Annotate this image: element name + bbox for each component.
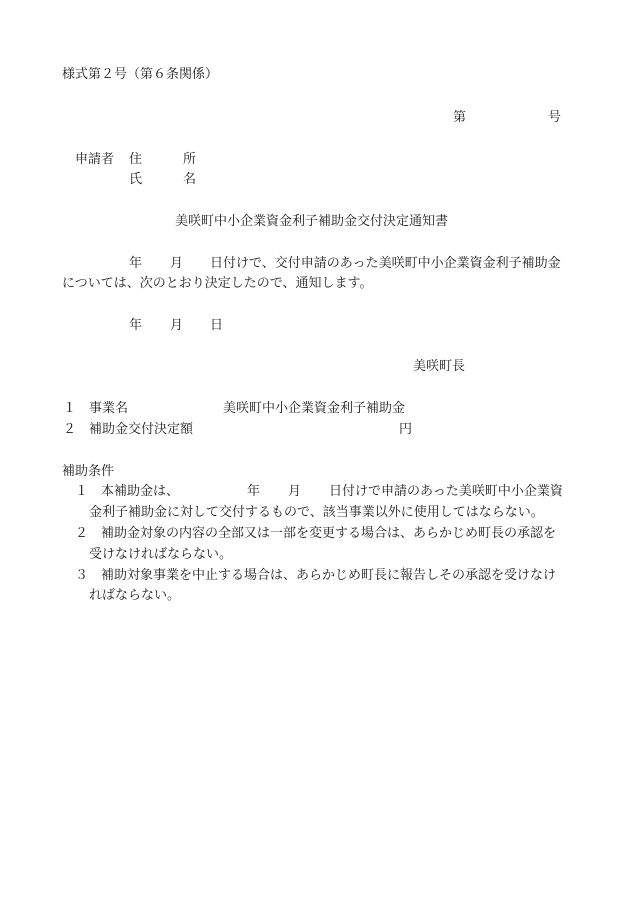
condition-1-line2: 金利子補助金に対して交付するもので、該当事業以外に使用してはならない。: [89, 505, 544, 520]
item-1-value: 美咲町中小企業資金利子補助金: [223, 401, 406, 416]
issue-date-year: 年: [129, 318, 143, 333]
condition-1-month: 月: [288, 484, 302, 499]
condition-2-line1: 補助金対象の内容の全部又は一部を変更する場合は、あらかじめ町長の承認を: [101, 526, 557, 541]
issuer-name: 美咲町長: [413, 359, 466, 374]
form-label: 様式第２号（第６条関係）: [62, 67, 219, 82]
item-1-label: 事業名: [89, 401, 129, 416]
address-label-char-1: 住: [129, 152, 143, 167]
issue-date-day: 日: [210, 318, 224, 333]
name-label-char-1: 氏: [129, 172, 143, 187]
doc-number-suffix: 号: [548, 110, 562, 125]
condition-3-line2: ればならない。: [89, 588, 181, 603]
item-2-number: ２: [63, 422, 77, 437]
condition-1-lead: 本補助金は、: [101, 484, 180, 499]
body-date-year: 年: [129, 256, 143, 271]
item-1-number: １: [63, 401, 77, 416]
body-line2: については、次のとおり決定したので、通知します。: [62, 276, 373, 291]
name-label-char-2: 名: [183, 172, 197, 187]
condition-2-line2: 受けなければならない。: [89, 547, 233, 562]
condition-1-year: 年: [247, 484, 261, 499]
condition-1-rest: 日付けで申請のあった美咲町中小企業資: [329, 484, 563, 499]
body-line1-rest: 日付けで、交付申請のあった美咲町中小企業資金利子補助金: [210, 256, 561, 271]
item-2-value: 円: [399, 422, 413, 437]
conditions-heading: 補助条件: [62, 464, 115, 479]
condition-1-number: １: [75, 484, 89, 499]
condition-3-number: ３: [75, 568, 89, 583]
document-title: 美咲町中小企業資金利子補助金交付決定通知書: [175, 214, 449, 229]
item-2-label: 補助金交付決定額: [89, 422, 194, 437]
condition-2-number: ２: [75, 526, 89, 541]
issue-date-month: 月: [170, 318, 184, 333]
doc-number-prefix: 第: [453, 110, 467, 125]
condition-3-line1: 補助対象事業を中止する場合は、あらかじめ町長に報告しその承認を受けなけ: [101, 568, 557, 583]
address-label-char-2: 所: [183, 152, 197, 167]
body-date-month: 月: [170, 256, 184, 271]
applicant-label: 申請者: [75, 152, 115, 167]
